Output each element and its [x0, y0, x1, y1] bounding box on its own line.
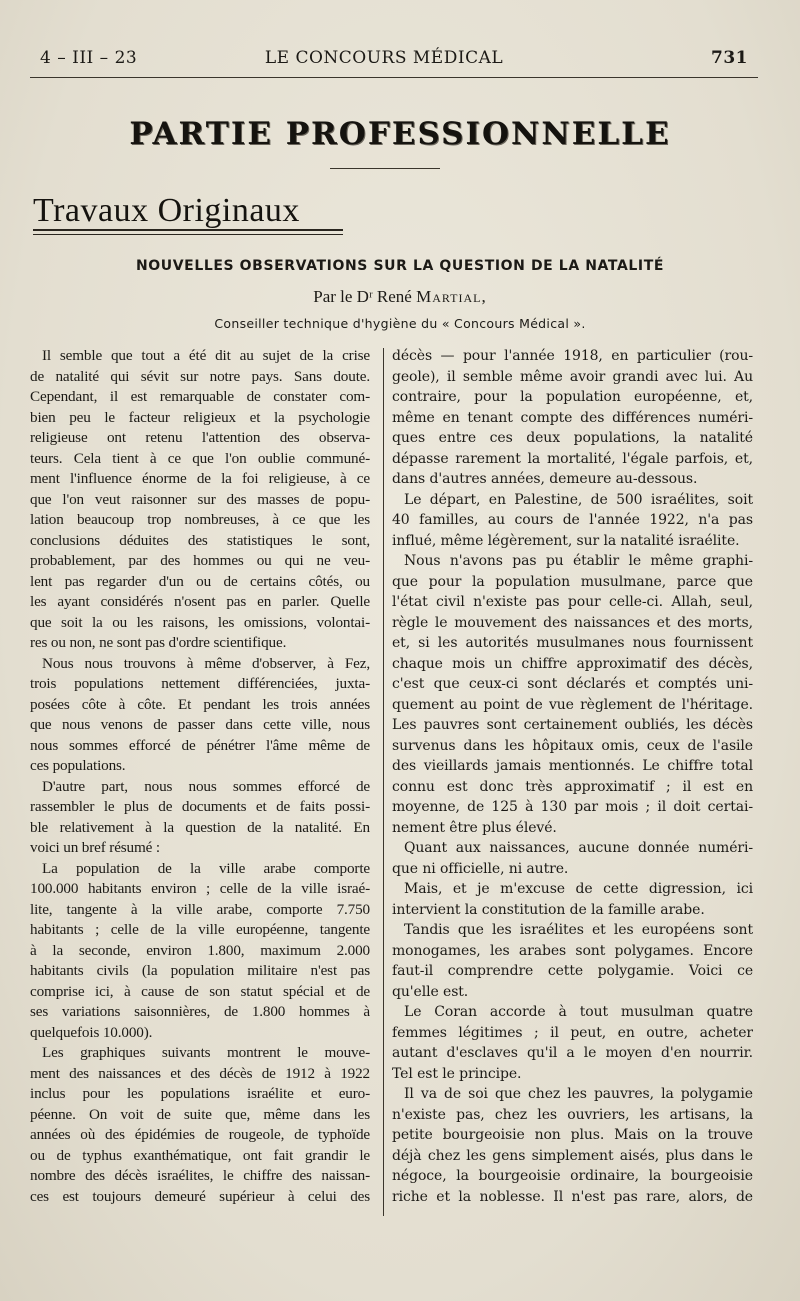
text-line: ques entre ces deux populations, la natalité: [392, 430, 753, 446]
text-line: voici un bref résumé :: [30, 839, 160, 856]
text-line: probablement, par des hommes ou qui ne veu-: [30, 552, 370, 569]
text-line: lent pas regarder d'un ou de certains côtés, ou: [30, 572, 370, 590]
text-line: ble relativement à la question de la natalité. En: [30, 818, 370, 836]
right-column: [392, 346, 753, 1207]
byline-prefix: Par le Dʳ René: [313, 287, 417, 306]
text-line: La population de la ville arabe comporte: [42, 859, 370, 877]
text-line: Le départ, en Palestine, de 500 israélites, soit: [404, 491, 753, 508]
text-line: que nous venons de passer dans cette ville, nous: [30, 716, 370, 733]
text-line: dans d'autres années, demeure au-dessous.: [392, 471, 698, 487]
text-line: c'est que ceux-ci sont déclarés et comptés uni-: [392, 676, 753, 692]
text-line: ces populations.: [30, 757, 126, 774]
text-line: comprise ici, à cause de son statut spécial et de: [30, 982, 370, 1000]
text-line: Quant aux naissances, aucune donnée numéri-: [404, 840, 753, 856]
author-name: Martial,: [416, 287, 487, 306]
text-line: que ni officielle, ni autre.: [392, 860, 569, 877]
text-line: Nous n'avons pas pu établir le même graphi-: [404, 553, 753, 569]
text-line: années où des épidémies de rougeole, de typhoïde: [30, 1126, 370, 1143]
text-line: ment des naissances et des décès de 1912 à 1922: [30, 1064, 370, 1082]
text-line: survenus dans les hôpitaux omis, ceux de l'asile: [392, 737, 753, 754]
text-line: déjà chez les gens simplement aisés, plus dans le: [392, 1147, 753, 1164]
text-line: et, si les autorités musulmanes nous fournissent: [392, 635, 753, 651]
text-line: décès — pour l'année 1918, en particulier (rou-: [392, 348, 753, 364]
text-line: geole), il semble même avoir grandi avec lui. Au: [392, 368, 753, 385]
text-line: nous sommes efforcé de pénétrer l'âme même de: [30, 736, 370, 754]
text-line: Le Coran accorde à tout musulman quatre: [404, 1004, 753, 1020]
rubric-underline-thin: [33, 234, 343, 235]
issue-date: 4 – III – 23: [40, 48, 138, 68]
text-line: conclusions déduites des statistiques le sont,: [30, 531, 370, 549]
text-line: que pour la population musulmane, parce que: [392, 573, 753, 590]
text-line: Les pauvres sont certainement oubliés, les décès: [392, 717, 753, 733]
text-line: intervient la constitution de la famille arabe.: [392, 901, 705, 918]
text-line: 40 familles, au cours de l'année 1922, n'a pas: [392, 512, 753, 528]
text-line: Mais, et je m'excuse de cette digression, ici: [404, 881, 753, 897]
text-line: faut-il comprendre cette polygamie. Voici ce: [392, 963, 753, 979]
text-line: bien peu le facteur religieux et la psychologie: [30, 408, 370, 426]
text-line: ses variations saisonnières, de 1.800 hommes à: [30, 1003, 370, 1020]
text-line: inclus pour les populations israélite et euro-: [30, 1085, 370, 1102]
section-title: PARTIE PROFESSIONNELLE: [129, 116, 671, 152]
text-line: ou de typhus exanthématique, ont fait grandir le: [30, 1146, 370, 1164]
text-line: ment l'influence énorme de la foi religieuse, à ce: [30, 470, 370, 487]
text-line: négoce, la bourgeoisie ordinaire, la bourgeoisie: [392, 1168, 753, 1184]
text-line: Il semble que tout a été dit au sujet de la crise: [42, 347, 370, 364]
text-line: Tel est le principe.: [392, 1065, 522, 1082]
text-line: riche et la noblesse. Il n'est pas rare, alors, de: [392, 1188, 753, 1205]
text-line: quelquefois 10.000).: [30, 1023, 153, 1041]
text-line: posées côte à côte. Et pendant les trois années: [30, 695, 370, 713]
text-line: res ou non, ne sont pas d'ordre scientifique.: [30, 634, 287, 651]
text-line: lite, tangente à la ville arabe, comporte 7.750: [30, 900, 370, 918]
text-line: petite bourgeoisie non plus. Mais on la trouve: [392, 1127, 753, 1143]
text-line: influé, même légèrement, sur la natalité israélite.: [392, 532, 740, 549]
text-line: habitants civils (la population militaire n'est pas: [30, 962, 370, 979]
text-line: nement être plus élevé.: [392, 819, 557, 836]
text-line: D'autre part, nous nous sommes efforcé de: [42, 777, 370, 795]
text-line: femmes légitimes ; il peut, en outre, acheter: [392, 1024, 753, 1041]
text-line: lation beaucoup trop nombreuses, à ce que les: [30, 511, 370, 528]
text-line: trois populations nettement différenciées, juxta-: [30, 675, 370, 692]
text-line: des vieillards jamais mentionnés. Le chiffre total: [392, 758, 753, 774]
text-line: n'existe pas, chez les ouvriers, les artisans, la: [392, 1106, 753, 1123]
text-line: l'état civil n'existe pas pour celle-ci. Allah, seul,: [392, 594, 753, 610]
text-line: les ayant considérés n'osent pas en parler. Quelle: [30, 593, 370, 610]
text-line: règle le mouvement des naissances et des morts,: [392, 614, 753, 631]
text-line: Les graphiques suivants montrent le mouve-: [42, 1044, 370, 1061]
text-line: autant d'esclaves qu'il a le moyen d'en nourrir.: [392, 1045, 753, 1061]
text-line: Il va de soi que chez les pauvres, la polygamie: [404, 1086, 753, 1102]
text-line: dépasse rarement la mortalité, l'égale parfois, et,: [392, 450, 753, 467]
running-head: [30, 48, 748, 72]
journal-title: LE CONCOURS MÉDICAL: [264, 48, 504, 68]
text-line: à la seconde, environ 1.800, maximum 2.000: [30, 941, 370, 959]
text-line: moyenne, de 125 à 130 par mois ; il doit certai-: [392, 799, 753, 815]
text-line: nombre des décès israélites, le chiffre des naissan-: [30, 1167, 370, 1184]
text-line: monogames, les arabes sont polygames. Encore: [392, 942, 753, 959]
column-divider: [383, 348, 384, 1216]
text-line: Nous nous trouvons à même d'observer, à Fez,: [42, 654, 370, 672]
page-number: 731: [711, 48, 748, 68]
text-line: quement au point de vue règlement de l'héritage.: [392, 696, 753, 713]
text-line: contraire, pour la population européenne, et,: [392, 389, 753, 405]
text-line: rassembler le plus de documents et de faits possi-: [30, 798, 370, 815]
text-line: chaque mois un chiffre approximatif des décès,: [392, 655, 753, 672]
text-line: habitants ; celle de la ville européenne, tangente: [30, 921, 370, 938]
text-line: qu'elle est.: [392, 983, 469, 1000]
text-line: Cependant, il est remarquable de constater com-: [30, 388, 370, 405]
text-line: que soit la ou les raisons, les omissions, volontai-: [30, 613, 370, 631]
text-line: de natalité qui sévit sur notre pays. Sans doute.: [30, 367, 370, 385]
rubric-heading: Travaux Originaux: [33, 192, 300, 229]
text-line: péenne. On voit de suite que, même dans les: [30, 1105, 370, 1123]
rubric-underline-thick: [33, 229, 343, 231]
text-line: Tandis que les israélites et les européens sont: [404, 922, 753, 938]
byline: [0, 287, 800, 307]
left-column: [30, 346, 370, 1207]
text-line: ces est toujours demeuré supérieur à celui des: [30, 1187, 370, 1205]
article-title: NOUVELLES OBSERVATIONS SUR LA QUESTION DE LA NATALITÉ: [135, 258, 665, 274]
text-line: 100.000 habitants environ ; celle de la ville israé-: [30, 880, 370, 897]
text-line: connu est donc très approximatif ; il est en: [392, 778, 753, 795]
text-line: religieuse ont retenu l'attention des observa-: [30, 429, 370, 446]
header-rule: [30, 77, 758, 78]
text-line: même en tenant compte des différences numéri-: [392, 409, 753, 426]
text-line: que l'on veut raisonner sur des masses de popu-: [30, 490, 370, 508]
text-line: teurs. Cela tient à ce que l'on oublie communé-: [30, 449, 370, 467]
author-affiliation: Conseiller technique d'hygiène du « Concours Médical ».: [214, 316, 586, 331]
section-divider: [330, 168, 440, 169]
